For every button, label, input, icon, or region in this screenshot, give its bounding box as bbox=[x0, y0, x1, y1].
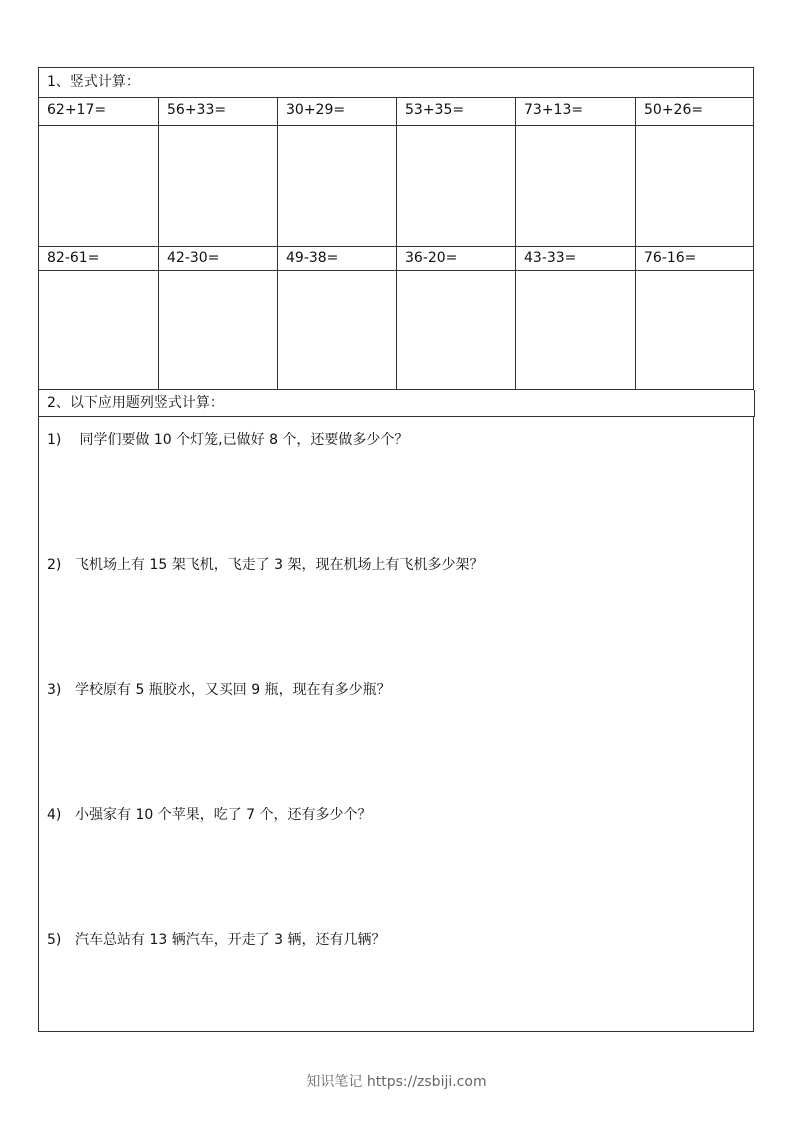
answer-space bbox=[397, 126, 516, 246]
problem-cell: 30+29= bbox=[278, 97, 397, 125]
word-problem-1 bbox=[47, 429, 408, 449]
problem-number: 4) bbox=[47, 807, 62, 823]
problem-cell: 50+26= bbox=[644, 102, 704, 118]
answer-space bbox=[159, 126, 278, 246]
answer-space bbox=[397, 271, 516, 390]
problem-number: 2) bbox=[47, 557, 62, 573]
problem-text: 飞机场上有 15 架飞机，飞走了 3 架，现在机场上有飞机多少架？ bbox=[75, 557, 484, 573]
problem-number: 3) bbox=[47, 682, 62, 698]
answer-space bbox=[516, 271, 636, 390]
word-problem-2 bbox=[47, 554, 484, 574]
problem-row-2 bbox=[39, 246, 753, 271]
problem-text: 小强家有 10 个苹果，吃了 7 个，还有多少个？ bbox=[75, 807, 372, 823]
problem-cell: 76-16= bbox=[644, 250, 697, 266]
answer-space bbox=[636, 271, 753, 390]
answer-space bbox=[278, 271, 397, 390]
answer-space bbox=[278, 126, 397, 246]
answer-space bbox=[516, 126, 636, 246]
problem-cell: 62+17= bbox=[39, 97, 159, 125]
problem-cell: 43-33= bbox=[516, 246, 636, 270]
problem-number: 5) bbox=[47, 932, 62, 948]
section2-title: 2、以下应用题列竖式计算： bbox=[38, 390, 755, 417]
word-problem-3 bbox=[47, 679, 391, 699]
answer-space bbox=[39, 271, 159, 390]
problem-text: 学校原有 5 瓶胶水，又买回 9 瓶，现在有多少瓶？ bbox=[75, 682, 391, 698]
answer-row-1 bbox=[39, 126, 753, 247]
problem-cell: 42-30= bbox=[159, 246, 278, 270]
word-problem-4 bbox=[47, 804, 372, 824]
problem-cell: 36-20= bbox=[397, 246, 516, 270]
word-problem-5 bbox=[47, 929, 386, 949]
problem-cell: 56+33= bbox=[159, 97, 278, 125]
problem-cell: 73+13= bbox=[516, 97, 636, 125]
problem-row-1 bbox=[39, 97, 753, 126]
problem-text: 汽车总站有 13 辆汽车，开走了 3 辆，还有几辆？ bbox=[75, 932, 386, 948]
word-problems-section bbox=[38, 417, 754, 1032]
answer-space bbox=[39, 126, 159, 246]
footer-watermark: 知识笔记 https://zsbiji.com bbox=[306, 1074, 487, 1090]
problem-cell: 82-61= bbox=[39, 246, 159, 270]
vertical-calculation-section bbox=[38, 67, 754, 390]
answer-row-2 bbox=[39, 271, 753, 390]
problem-cell: 49-38= bbox=[278, 246, 397, 270]
problem-text: 同学们要做 10 个灯笼,已做好 8 个，还要做多少个？ bbox=[75, 432, 409, 448]
problem-number: 1) bbox=[47, 432, 62, 448]
answer-space bbox=[636, 126, 753, 246]
problem-cell: 53+35= bbox=[397, 97, 516, 125]
section1-title: 1、竖式计算： bbox=[39, 68, 753, 98]
answer-space bbox=[159, 271, 278, 390]
